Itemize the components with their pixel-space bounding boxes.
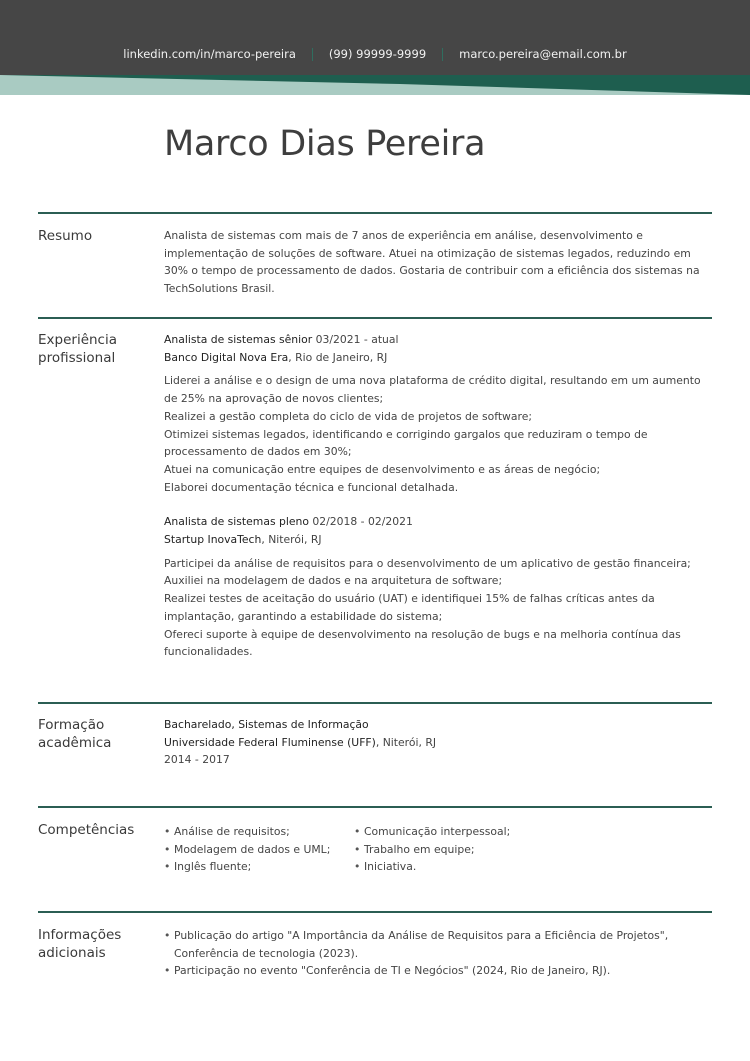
education-title	[38, 716, 111, 752]
linkedin-link[interactable]: linkedin.com/in/marco-pereira	[123, 47, 296, 61]
header-accent-band	[0, 75, 750, 95]
education-title-line1: Formação	[38, 717, 105, 733]
job-company-line	[164, 531, 712, 549]
email-link[interactable]: marco.pereira@email.com.br	[459, 47, 627, 61]
job-location: , Rio de Janeiro, RJ	[288, 350, 388, 364]
job-company-line	[164, 349, 712, 367]
education-school-line	[164, 734, 712, 752]
job-entry	[164, 331, 712, 496]
job-bullet: Realizei testes de aceitação do usuário (UAT) e identifiquei 15% de falhas críticas antes da implantação, garantindo a estabilidade do sistema;	[164, 592, 655, 623]
experience-title-line1: Experiência	[38, 332, 118, 348]
additional-list	[164, 927, 712, 980]
section-divider	[38, 212, 712, 214]
job-bullet: Auxiliei na modelagem de dados e na arquitetura de software;	[164, 574, 503, 588]
job-company: Banco Digital Nova Era	[164, 350, 289, 364]
additional-title-line2: adicionais	[38, 945, 106, 961]
education-degree: Bacharelado, Sistemas de Informação	[164, 718, 369, 731]
skill-item: • Comunicação interpessoal;	[354, 823, 510, 841]
skills-title: Competências	[38, 822, 135, 838]
experience-title-line2: profissional	[38, 350, 116, 366]
job-role: Analista de sistemas pleno	[164, 515, 309, 529]
job-bullet: Ofereci suporte à equipe de desenvolvimento na resolução de bugs e na melhoria contínua das funcionalidades.	[164, 627, 681, 659]
section-divider	[38, 317, 712, 319]
skills-column	[164, 823, 354, 876]
job-bullet: Participei da análise de requisitos para o desenvolvimento de um aplicativo de gestão financeira;	[164, 556, 691, 570]
job-heading	[164, 331, 712, 349]
job-dates: 03/2021 - atual	[312, 333, 399, 346]
education-entry	[164, 716, 712, 769]
skills-list	[164, 823, 510, 876]
header-bar	[0, 0, 750, 76]
job-bullet: Liderei a análise e o design de uma nova plataforma de crédito digital, resultando em um aumento de 25% na aprovação de novos clientes;	[164, 374, 701, 406]
additional-item: • Participação no evento "Conferência de TI e Negócios" (2024, Rio de Janeiro, RJ).	[164, 962, 712, 980]
skill-item: • Modelagem de dados e UML;	[164, 841, 354, 859]
job-location: , Niterói, RJ	[261, 533, 322, 547]
experience-title	[38, 331, 117, 367]
education-location: , Niterói, RJ	[375, 735, 437, 749]
skills-column	[354, 823, 510, 876]
skill-item: • Inglês fluente;	[164, 858, 354, 876]
additional-item: • Publicação do artigo "A Importância da Análise de Requisitos para a Eficiência de Projetos", Conferência de tecnologia (2023).	[164, 927, 712, 962]
education-years: 2014 - 2017	[164, 753, 230, 767]
skill-item: • Trabalho em equipe;	[354, 841, 510, 859]
job-bullet: Atuei na comunicação entre equipes de desenvolvimento e as áreas de negócio;	[164, 462, 601, 476]
job-dates: 02/2018 - 02/2021	[308, 515, 413, 529]
job-bullet: Realizei a gestão completa do ciclo de vida de projetos de software;	[164, 409, 532, 423]
job-heading	[164, 513, 712, 531]
section-divider	[38, 806, 712, 808]
job-role: Analista de sistemas sênior	[164, 333, 313, 346]
skill-item: • Iniciativa.	[354, 858, 510, 876]
phone-number: (99) 99999-9999	[328, 47, 427, 61]
additional-title-line1: Informações	[38, 927, 122, 943]
additional-title	[38, 926, 121, 962]
section-divider	[38, 702, 712, 704]
summary-title: Resumo	[38, 228, 93, 244]
summary-text: Analista de sistemas com mais de 7 anos de experiência em análise, desenvolvimento e implementação de soluções de software. Atuei na otimização de sistemas legados, reduzindo em 30% o tempo de processamento de dados. Gostaria de contribuir com a eficiência dos sistemas na TechSolutions Brasil.	[164, 229, 700, 296]
job-bullet: Otimizei sistemas legados, identificando e corrigindo gargalos que reduziram o tempo de processamento de dados em 30%;	[164, 427, 648, 459]
job-bullet: Elaborei documentação técnica e funcional detalhada.	[164, 480, 459, 494]
job-company: Startup InovaTech	[164, 533, 262, 547]
education-title-line2: acadêmica	[38, 735, 112, 751]
experience-list	[164, 331, 712, 661]
skill-item: • Análise de requisitos;	[164, 823, 354, 841]
job-entry	[164, 513, 712, 661]
education-school: Universidade Federal Fluminense (UFF)	[164, 735, 376, 749]
contact-line	[0, 47, 750, 61]
candidate-name: Marco Dias Pereira	[164, 124, 486, 164]
section-divider	[38, 911, 712, 913]
